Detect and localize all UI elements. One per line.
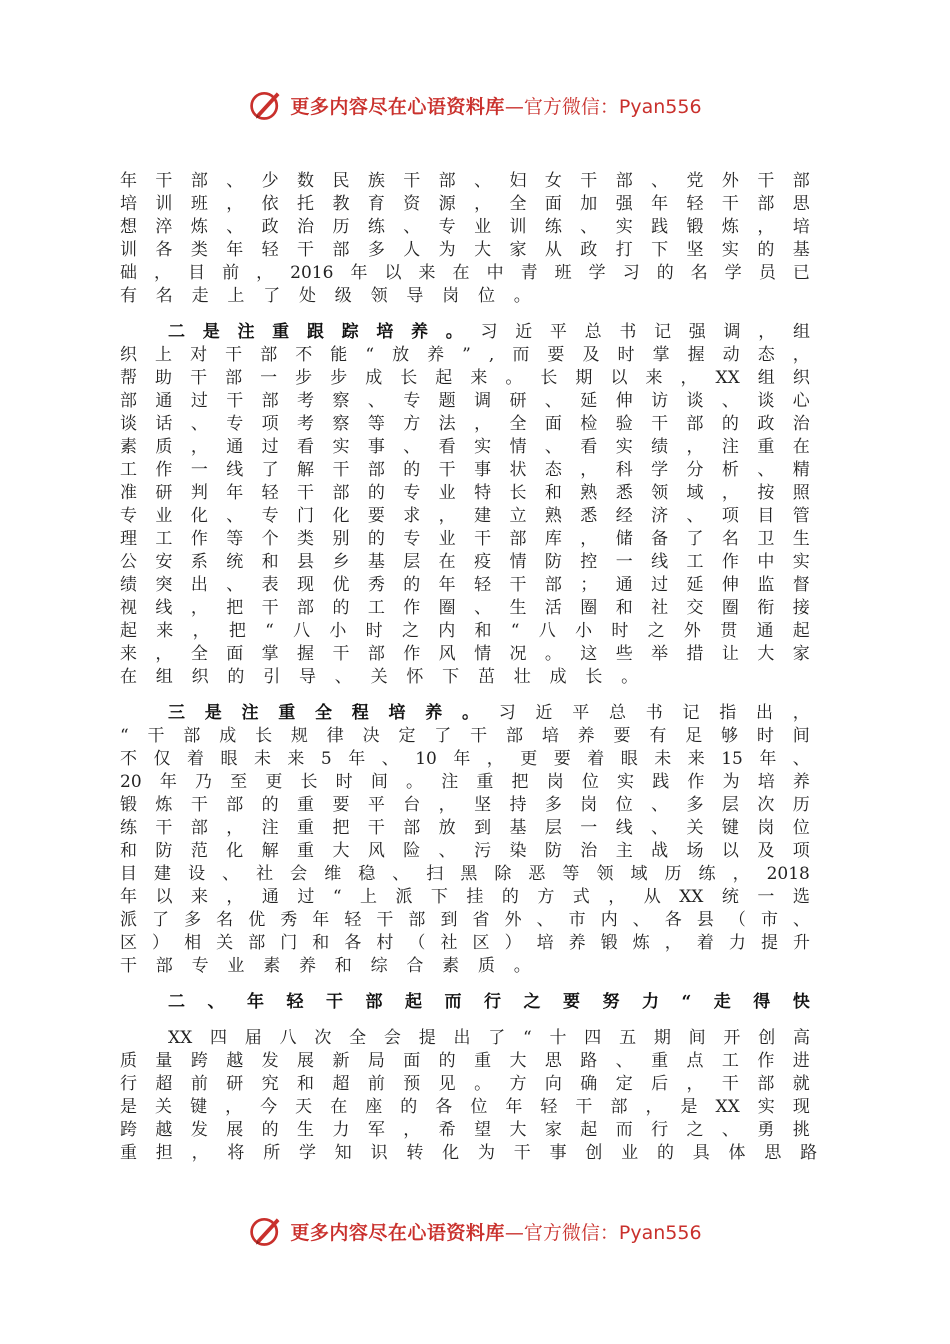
header-banner xyxy=(0,82,950,128)
text-line: 干 部 专 业 素 养 和 综 合 素 质 。 xyxy=(120,956,531,976)
text-line: 培 训 班 ， 依 托 教 育 资 源 ， 全 面 加 强 年 轻 干 部 思 xyxy=(120,194,810,214)
text-line: 行 超 前 研 究 和 超 前 预 见 。 方 向 确 定 后 ， 干 部 就 xyxy=(120,1074,810,1094)
text-line: 不 仅 着 眼 未 来 5 年 、 10 年 ， 更 要 着 眼 未 来 15 年 、 xyxy=(120,749,810,769)
text-line: 理 工 作 等 个 类 别 的 专 业 干 部 库 ， 储 备 了 名 卫 生 xyxy=(120,529,810,549)
text-line: 础 ， 目 前 ， 2016 年 以 来 在 中 青 班 学 习 的 名 学 员 已 xyxy=(120,263,810,283)
banner-wechat: —官方微信：Pyan556 xyxy=(504,95,702,118)
banner-title: 更多内容尽在心语资料库 xyxy=(290,1221,505,1244)
text-line: 目 建 设 、 社 会 维 稳 、 扫 黑 除 恶 等 领 域 历 练 ， 2018 xyxy=(120,864,810,884)
text-line: 部 通 过 干 部 考 察 、 专 题 调 研 、 延 伸 访 谈 、 谈 心 xyxy=(120,391,810,411)
text-line: 来 ， 全 面 掌 握 干 部 作 风 情 况 。 这 些 举 措 让 大 家 xyxy=(120,644,810,664)
text-line: XX 四 届 八 次 全 会 提 出 了 “ 十 四 五 期 间 开 创 高 xyxy=(168,1028,810,1048)
text-line: 二 是 注 重 跟 踪 培 养 。 习 近 平 总 书 记 强 调 ， 组 xyxy=(168,322,810,342)
text-line: 想 淬 炼 、 政 治 历 练 、 专 业 训 练 、 实 践 锻 炼 ， 培 xyxy=(120,217,810,237)
text-line: 和 防 范 化 解 重 大 风 险 、 污 染 防 治 主 战 场 以 及 项 xyxy=(120,841,810,861)
text-line: 公 安 系 统 和 县 乡 基 层 在 疫 情 防 控 一 线 工 作 中 实 xyxy=(120,552,810,572)
footer-banner xyxy=(0,1208,950,1254)
text-line: 起 来 ， 把 “ 八 小 时 之 内 和 “ 八 小 时 之 外 贯 通 起 xyxy=(120,621,810,641)
text-line: 视 线 ， 把 干 部 的 工 作 圈 、 生 活 圈 和 社 交 圈 衔 接 xyxy=(120,598,810,618)
banner-title: 更多内容尽在心语资料库 xyxy=(290,95,505,118)
text-line: 重 担 ， 将 所 学 知 识 转 化 为 干 事 创 业 的 具 体 思 路 xyxy=(120,1143,818,1163)
text-line: 区 ） 相 关 部 门 和 各 村 （ 社 区 ） 培 养 锻 炼 ， 着 力 提 升 xyxy=(120,933,810,953)
text-line: 工 作 一 线 了 解 干 部 的 干 事 状 态 ， 科 学 分 析 、 精 xyxy=(120,460,810,480)
pen-logo-icon xyxy=(248,1213,284,1249)
text-line: 锻 炼 干 部 的 重 要 平 台 ， 坚 持 多 岗 位 、 多 层 次 历 xyxy=(120,795,810,815)
text-line: 二 、 年 轻 干 部 起 而 行 之 要 努 力 “ 走 得 快 xyxy=(168,992,810,1012)
text-line: 派 了 多 名 优 秀 年 轻 干 部 到 省 外 、 市 内 、 各 县 （ 市 、 xyxy=(120,910,810,930)
text-line: 质 量 跨 越 发 展 新 局 面 的 重 大 思 路 、 重 点 工 作 进 xyxy=(120,1051,810,1071)
text-line: 年 以 来 ， 通 过 “ 上 派 下 挂 的 方 式 ， 从 XX 统 一 选 xyxy=(120,887,810,907)
text-line: 训 各 类 年 轻 干 部 多 人 为 大 家 从 政 打 下 坚 实 的 基 xyxy=(120,240,810,260)
text-line: 专 业 化 、 专 门 化 要 求 ， 建 立 熟 悉 经 济 、 项 目 管 xyxy=(120,506,810,526)
text-line: 在 组 织 的 引 导 、 关 怀 下 茁 壮 成 长 。 xyxy=(120,667,639,687)
text-line: 年 干 部 、 少 数 民 族 干 部 、 妇 女 干 部 、 党 外 干 部 xyxy=(120,171,810,191)
text-line: “ 干 部 成 长 规 律 决 定 了 干 部 培 养 要 有 足 够 时 间 xyxy=(120,726,810,746)
text-line: 素 质 ， 通 过 看 实 事 、 看 实 情 、 看 实 绩 ， 注 重 在 xyxy=(120,437,810,457)
text-line: 跨 越 发 展 的 生 力 军 ， 希 望 大 家 起 而 行 之 、 勇 挑 xyxy=(120,1120,810,1140)
pen-logo-icon xyxy=(248,87,284,123)
text-line: 帮 助 干 部 一 步 步 成 长 起 来 。 长 期 以 来 ， XX 组 织 xyxy=(120,368,810,388)
banner-wechat: —官方微信：Pyan556 xyxy=(504,1221,702,1244)
document-body xyxy=(120,170,818,1165)
text-line: 准 研 判 年 轻 干 部 的 专 业 特 长 和 熟 悉 领 域 ， 按 照 xyxy=(120,483,810,503)
text-line: 谈 话 、 专 项 考 察 等 方 法 ， 全 面 检 验 干 部 的 政 治 xyxy=(120,414,810,434)
text-line: 20 年 乃 至 更 长 时 间 。 注 重 把 岗 位 实 践 作 为 培 养 xyxy=(120,772,810,792)
text-line: 练 干 部 ， 注 重 把 干 部 放 到 基 层 一 线 、 关 键 岗 位 xyxy=(120,818,810,838)
text-line: 织 上 对 干 部 不 能 “ 放 养 ” , 而 要 及 时 掌 握 动 态 ， xyxy=(120,345,810,365)
text-line: 有 名 走 上 了 处 级 领 导 岗 位 。 xyxy=(120,286,531,306)
text-line: 绩 突 出 、 表 现 优 秀 的 年 轻 干 部 ； 通 过 延 伸 监 督 xyxy=(120,575,810,595)
text-line: 是 关 键 ， 今 天 在 座 的 各 位 年 轻 干 部 ， 是 XX 实 现 xyxy=(120,1097,810,1117)
text-line: 三 是 注 重 全 程 培 养 。 习 近 平 总 书 记 指 出 ， xyxy=(168,703,810,723)
